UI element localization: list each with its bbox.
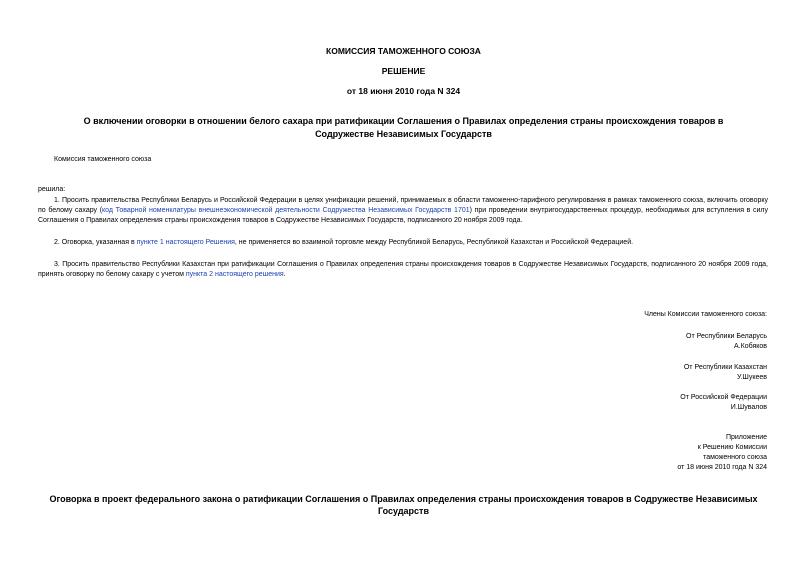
appendix-block bbox=[677, 433, 767, 473]
decision-date: от 18 июня 2010 года N 324 bbox=[346, 86, 461, 96]
decision-heading: РЕШЕНИЕ bbox=[381, 66, 426, 76]
appendix-title: Оговорка в проект федерального закона о ратификации Соглашения о Правилах определения страны происхождения товаров в Содружестве Независимых Государств bbox=[49, 494, 758, 516]
paragraph-3-text-end: . bbox=[283, 271, 286, 278]
paragraph-3 bbox=[38, 260, 768, 280]
point-2-link[interactable]: пункта 2 настоящего решения bbox=[185, 271, 284, 278]
paragraph-2-text-start: 2. Оговорка, указанная в bbox=[54, 239, 137, 246]
appendix-line: от 18 июня 2010 года N 324 bbox=[677, 464, 767, 471]
signature-country: От Российской Федерации bbox=[680, 394, 767, 401]
tnved-code-link[interactable]: код Товарной номенклатуры внешнеэкономической деятельности Содружества Независимых Государств 1701 bbox=[102, 207, 470, 214]
signature-kazakhstan bbox=[684, 363, 767, 383]
paragraph-1-text-end: ) при проведении внутригосударственных процедур, необходимых для вступления в силу Соглашения о Правилах определения страны происхождения товаров в Содружестве Независимых Государств, подписанного 20 ноября 2009 года. bbox=[38, 207, 768, 224]
signature-country: От Республики Казахстан bbox=[683, 364, 767, 371]
paragraph-2 bbox=[38, 238, 768, 248]
appendix-line: Приложение bbox=[725, 434, 767, 441]
signature-country: От Республики Беларусь bbox=[686, 333, 767, 340]
paragraph-1-text-start: 1. Просить правительства Республики Беларусь и Российской Федерации в целях унификации решений, принимаемых в области таможенно-тарифного регулирования в рамках таможенного союза, включить оговорку по белому сахару ( bbox=[38, 197, 768, 214]
paragraph-3-text-start: 3. Просить правительство Республики Казахстан при ратификации Соглашения о Правилах определения страны происхождения товаров в Содружестве Независимых Государств, подписанного 20 ноября 2009 года, принять оговорку по белому сахару с учетом bbox=[38, 261, 768, 278]
signature-name: У.Шукеев bbox=[736, 374, 767, 381]
commission-heading: КОМИССИЯ ТАМОЖЕННОГО СОЮЗА bbox=[326, 46, 481, 56]
intro-text: Комиссия таможенного союза bbox=[54, 156, 152, 163]
members-label-text: Члены Комиссии таможенного союза: bbox=[644, 311, 767, 318]
document-title: О включении оговорки в отношении белого сахара при ратификации Соглашения о Правилах определения страны происхождения товаров в Содружестве Независимых Государств bbox=[83, 116, 724, 139]
members-label bbox=[644, 310, 767, 320]
signature-belarus bbox=[686, 332, 767, 352]
appendix-line: к Решению Комиссии bbox=[697, 444, 767, 451]
resolved-text: решила: bbox=[38, 186, 66, 193]
signature-russia bbox=[680, 393, 767, 413]
signature-name: И.Шувалов bbox=[730, 404, 767, 411]
appendix-line: таможенного союза bbox=[703, 454, 767, 461]
point-1-link[interactable]: пункте 1 настоящего Решения bbox=[136, 239, 235, 246]
signature-name: А.Кобяков bbox=[734, 343, 767, 350]
paragraph-1 bbox=[38, 196, 768, 226]
paragraph-2-text-end: , не применяется во взаимной торговле между Республикой Беларусь, Республикой Казахстан и Российской Федерацией. bbox=[234, 239, 634, 246]
